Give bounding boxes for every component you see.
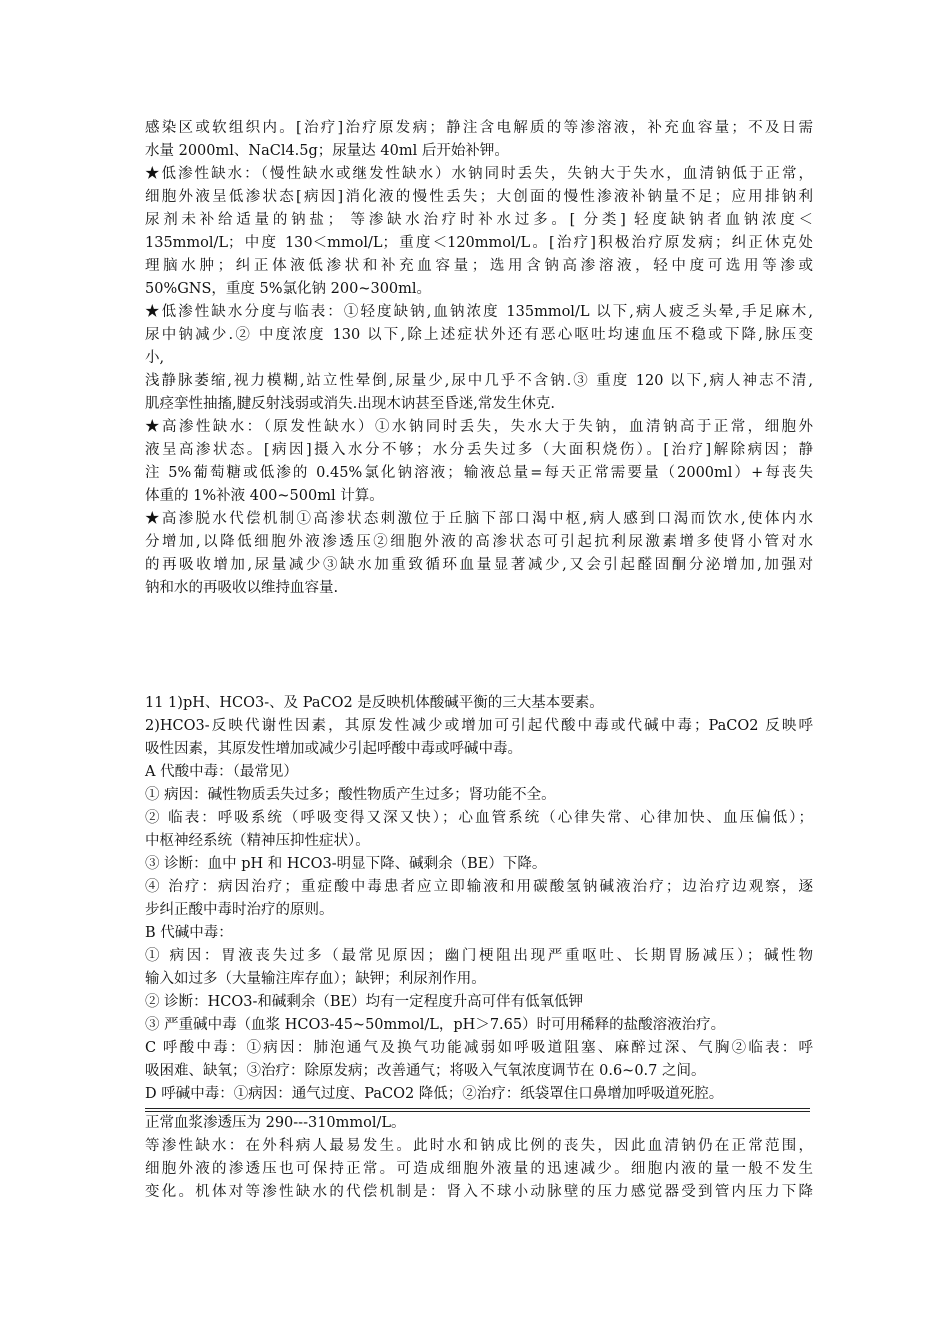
text-line: 输入如过多（大量输注库存血）；缺钾；利尿剂作用。 xyxy=(145,971,486,987)
text-line: 吸性因素，其原发性增加或减少引起呼酸中毒或呼碱中毒。 xyxy=(145,741,522,757)
text-line: ② 临表：呼吸系统（呼吸变得又深又快）；心血管系统（心律失常、心律加快、血压偏低）； xyxy=(145,810,813,826)
text-line: ③ 诊断：血中 pH 和 HCO3-明显下降、碱剩余（BE）下降。 xyxy=(145,856,547,872)
text-line: D 呼碱中毒：①病因：通气过度、PaCO2 降低；②治疗：纸袋罩住口鼻增加呼吸道死腔。 xyxy=(145,1086,724,1102)
text-line: 浅静脉萎缩,视力模糊,站立性晕倒,尿量少,尿中几乎不含钠.③ 重度 120 以下,病人神志不清, xyxy=(145,373,813,389)
text-line: C 呼酸中毒：①病因：肺泡通气及换气功能减弱如呼吸道阻塞、麻醉过深、气胸②临表：呼 xyxy=(145,1040,813,1056)
text-line: 感染区或软组织内。[治疗]治疗原发病；静注含电解质的等渗溶液，补充血容量；不及日需 xyxy=(145,120,813,136)
document-page xyxy=(145,117,813,1204)
section-osmotic-pressure xyxy=(145,1112,813,1204)
section-fluid-imbalance xyxy=(145,117,813,600)
text-line: 液呈高渗状态。[病因]摄入水分不够；水分丢失过多（大面积烧伤）。[治疗]解除病因；静 xyxy=(145,442,813,458)
text-line: ② 诊断：HCO3-和碱剩余（BE）均有一定程度升高可伴有低氧低钾 xyxy=(145,994,584,1010)
text-line: 步纠正酸中毒时治疗的原则。 xyxy=(145,902,334,918)
text-line: ③ 严重碱中毒（血浆 HCO3-45~50mmol/L，pH＞7.65）时可用稀释的盐酸溶液治疗。 xyxy=(145,1017,726,1033)
text-line: 50%GNS，重度 5%氯化钠 200~300ml。 xyxy=(145,281,432,297)
text-line: 细胞外液呈低渗状态[病因]消化液的慢性丢失；大创面的慢性渗液补钠量不足；应用排钠利 xyxy=(145,189,813,205)
text-line: 135mmol/L；中度 130＜mmol/L；重度＜120mmol/L。[治疗]积极治疗原发病；纠正休克处 xyxy=(145,235,813,251)
text-line: B 代碱中毒： xyxy=(145,925,233,941)
text-line: 钠和水的再吸收以维持血容量. xyxy=(145,580,339,596)
text-line: ④ 治疗：病因治疗；重症酸中毒患者应立即输液和用碳酸氢钠碱液治疗；边治疗边观察，逐 xyxy=(145,879,813,895)
text-line: 理脑水肿；纠正体液低渗状和补充血容量；选用含钠高渗溶液，轻中度可选用等渗或 xyxy=(145,258,813,274)
text-line: 体重的 1%补液 400~500ml 计算。 xyxy=(145,488,384,504)
text-line: 注 5%葡萄糖或低渗的 0.45%氯化钠溶液；输液总量=每天正常需要量（2000ml）+每丧失 xyxy=(145,465,813,481)
text-line: 2)HCO3-反映代谢性因素，其原发性减少或增加可引起代酸中毒或代碱中毒；PaCO2 反映呼 xyxy=(145,718,813,734)
text-line: ★低渗性缺水分度与临表：①轻度缺钠,血钠浓度 135mmol/L 以下,病人疲乏头晕,手足麻木, xyxy=(145,304,813,320)
text-line: 小, xyxy=(145,350,165,366)
text-line: 中枢神经系统（精神压抑性症状）。 xyxy=(145,833,370,849)
text-line: 正常血浆渗透压为 290---310mmol/L。 xyxy=(145,1115,406,1131)
text-line: ★高渗脱水代偿机制①高渗状态刺激位于丘脑下部口渴中枢,病人感到口渴而饮水,使体内水 xyxy=(145,511,813,527)
text-line: A 代酸中毒：（最常见） xyxy=(145,764,298,780)
text-line: 尿中钠减少.② 中度浓度 130 以下,除上述症状外还有恶心呕吐均速血压不稳或下降,脉压变 xyxy=(145,327,813,343)
text-line: 11 1)pH、HCO3-、及 PaCO2 是反映机体酸碱平衡的三大基本要素。 xyxy=(145,695,604,711)
text-line: 水量 2000ml、NaCl4.5g；尿量达 40ml 后开始补钾。 xyxy=(145,143,509,159)
text-line: ★高渗性缺水：（原发性缺水）①水钠同时丢失，失水大于失钠，血清钠高于正常，细胞外 xyxy=(145,419,813,435)
text-line: 尿剂未补给适量的钠盐； 等渗缺水治疗时补水过多。[ 分类] 轻度缺钠者血钠浓度＜ xyxy=(145,212,813,228)
text-line: 分增加,以降低细胞外液渗透压②细胞外液的高渗状态可引起抗利尿激素增多使肾小管对水 xyxy=(145,534,813,550)
text-line: 细胞外液的渗透压也可保持正常。可造成细胞外液量的迅速减少。细胞内液的量一般不发生 xyxy=(145,1161,813,1177)
text-line: ① 病因：胃液丧失过多（最常见原因；幽门梗阻出现严重呕吐、长期胃肠减压）；碱性物 xyxy=(145,948,813,964)
section-acid-base xyxy=(145,692,813,1106)
text-line: 吸困难、缺氧；③治疗：除原发病；改善通气；将吸入气氧浓度调节在 0.6~0.7 之间。 xyxy=(145,1063,706,1079)
text-line: 的再吸收增加,尿量减少③缺水加重致循环血量显著减少,又会引起醛固酮分泌增加,加强对 xyxy=(145,557,813,573)
text-line: 肌痉挛性抽搐,腱反射浅弱或消失.出现木讷甚至昏迷,常发生休克. xyxy=(145,396,555,412)
text-line: 等渗性缺水：在外科病人最易发生。此时水和钠成比例的丧失，因此血清钠仍在正常范围， xyxy=(145,1138,813,1154)
text-line: ① 病因：碱性物质丢失过多；酸性物质产生过多；肾功能不全。 xyxy=(145,787,556,803)
section-gap xyxy=(145,600,813,692)
text-line: 变化。机体对等渗性缺水的代偿机制是：肾入不球小动脉壁的压力感觉器受到管内压力下降 xyxy=(145,1184,813,1200)
text-line: ★低渗性缺水：（慢性缺水或继发性缺水）水钠同时丢失，失钠大于失水，血清钠低于正常， xyxy=(145,166,813,182)
